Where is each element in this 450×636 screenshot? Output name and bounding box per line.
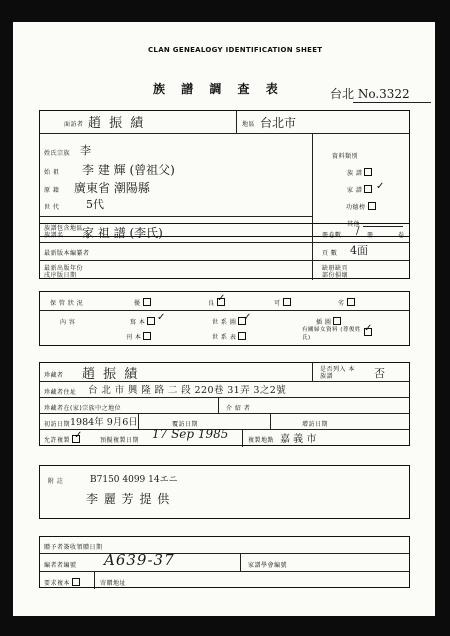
content-women-info: 有關婦女資料 (尊俊姓氏) — [302, 327, 361, 341]
section-condition-content — [39, 291, 410, 346]
volumes-label: 冊卷數 — [322, 232, 342, 239]
update-visit-label: 增訪日期 — [302, 421, 329, 428]
family-genealogy-checkbox[interactable] — [364, 185, 372, 193]
holder-label: 珍藏者 — [44, 372, 64, 379]
notes-line-1: B7150 4099 14エニ — [90, 475, 178, 485]
registrar-number-value: A639-37 — [104, 551, 175, 569]
section-holder — [39, 362, 410, 446]
editor-label: 最新版本編纂者 — [44, 250, 90, 257]
revisit-label: 覆訪日期 — [172, 421, 199, 428]
printed-checkbox[interactable] — [143, 332, 151, 340]
area-label: 地區 — [242, 121, 256, 128]
preface-date-label: 戌序版日期 — [44, 272, 77, 279]
interviewer-value: 趙 振 績 — [88, 116, 146, 131]
clan-genealogy-checkbox[interactable] — [364, 168, 372, 176]
lineage-chart-check-mark: ✓ — [243, 312, 252, 323]
content-label: 內 容 — [60, 319, 76, 326]
condition-good: 良 — [208, 298, 225, 307]
content-lineage-chart: 世 系 圖 — [212, 317, 246, 326]
material-clan-genealogy: 族 譜 — [347, 168, 372, 177]
registrar-number-label: 編者者編號 — [44, 562, 77, 569]
section-genealogy-book — [39, 223, 410, 279]
condition-label: 保 管 狀 況 — [50, 300, 84, 307]
copy-date-value: 17 Sep 1985 — [152, 427, 229, 441]
address-value: 台 北 市 興 隆 路 二 段 220巷 31弄 3之2號 — [88, 385, 287, 396]
manuscript-checkbox[interactable] — [147, 317, 155, 325]
ancestor-label: 始 祖 — [44, 169, 60, 176]
material-family-genealogy: 家 譜 — [347, 185, 372, 194]
publish-year-label: 最新出版年份 — [44, 265, 84, 272]
condition-excellent-checkbox[interactable] — [143, 298, 151, 306]
volumes-value: / — [356, 226, 360, 237]
is-member-label: 是否列入 本族譜 — [320, 366, 355, 380]
surname-value: 李 — [80, 144, 91, 157]
form-title-chinese: 族 譜 調 查 表 — [153, 82, 284, 96]
origin-value: 廣東省 潮陽縣 — [74, 181, 150, 195]
material-merit-list: 功德榜 — [346, 202, 376, 211]
condition-excellent: 優 — [134, 298, 151, 307]
donor-date-label: 贈予者簽收領贈日期 — [44, 544, 103, 551]
volumes-unit-juan: 卷 — [398, 232, 405, 239]
form-title-english: CLAN GENEALOGY IDENTIFICATION SHEET — [148, 46, 323, 54]
section-notes — [39, 465, 410, 519]
content-illustration: 插 圖 — [316, 317, 341, 326]
pages-value: 4面 — [350, 244, 368, 257]
form-sheet — [13, 22, 435, 616]
content-printed: 刊 本 — [126, 332, 151, 341]
origin-label: 原 籍 — [44, 187, 60, 194]
damage-label: 部份損壞 — [322, 272, 349, 279]
covers-label: 族譜包含地區 — [44, 225, 84, 232]
copy-date-label: 預擬複製日期 — [100, 437, 140, 444]
copy-permission: 允許複製 — [44, 435, 80, 444]
pages-label: 頁 數 — [322, 250, 338, 257]
interviewer-label: 面訪者 — [64, 121, 84, 128]
condition-fair-checkbox[interactable] — [283, 298, 291, 306]
holder-status-label: 珍藏者在(家)宗族中之地位 — [44, 405, 122, 412]
first-visit-value: 1984年 9月6日 — [70, 417, 138, 428]
genealogy-name-label: 族譜名 — [44, 232, 64, 239]
lineage-table-checkbox[interactable] — [238, 332, 246, 340]
mail-address-label: 寄贈地址 — [100, 580, 127, 587]
section-registry — [39, 536, 410, 588]
women-info-check-mark: ✓ — [364, 323, 373, 334]
copy-place-label: 複製地點 — [248, 437, 275, 444]
content-manuscript: 寫 本 — [130, 317, 155, 326]
condition-poor-checkbox[interactable] — [347, 298, 355, 306]
holder-value: 趙 振 績 — [82, 367, 140, 382]
notes-label: 附 註 — [48, 478, 64, 485]
manuscript-check-mark: ✓ — [157, 312, 166, 323]
society-number-label: 家譜學會編號 — [248, 562, 288, 569]
condition-poor: 劣 — [338, 298, 355, 307]
introducer-label: 介 紹 者 — [226, 405, 251, 412]
generation-label: 世 代 — [44, 204, 60, 211]
sheet-number: 台北 No.3322 — [330, 87, 410, 101]
request-copy-checkbox[interactable] — [72, 578, 80, 586]
content-lineage-table: 世 系 表 — [212, 332, 246, 341]
illustration-checkbox[interactable] — [333, 317, 341, 325]
material-type-label: 資料類別 — [332, 153, 359, 160]
family-genealogy-check-mark: ✓ — [376, 181, 385, 192]
is-member-value: 否 — [374, 367, 385, 380]
copy-permission-check-mark: ✓ — [74, 430, 83, 441]
request-copy: 要求複本 — [44, 578, 80, 587]
area-value: 台北市 — [260, 116, 297, 130]
section-basic-info — [39, 110, 410, 237]
first-visit-label: 初訪日期 — [44, 421, 71, 428]
missing-pages-label: 缺册缺頁 — [322, 265, 349, 272]
copy-place-value: 嘉 義 市 — [280, 434, 317, 445]
notes-line-2: 李 麗 芳 提 供 — [86, 492, 171, 506]
genealogy-name-value: 家 祖 譜 (李氏) — [82, 226, 163, 240]
condition-good-check-mark: ✓ — [217, 293, 226, 304]
material-other: 其他 — [347, 221, 361, 228]
ancestor-value: 李 建 輝 (曾祖父) — [82, 163, 175, 177]
condition-fair: 可 — [274, 298, 291, 307]
generation-value: 5代 — [86, 198, 104, 211]
surname-label: 姓氏宗族 — [44, 150, 71, 157]
merit-list-checkbox[interactable] — [368, 202, 376, 210]
address-label: 珍藏者住址 — [44, 389, 77, 396]
volumes-unit-ce: 冊 — [367, 232, 374, 239]
